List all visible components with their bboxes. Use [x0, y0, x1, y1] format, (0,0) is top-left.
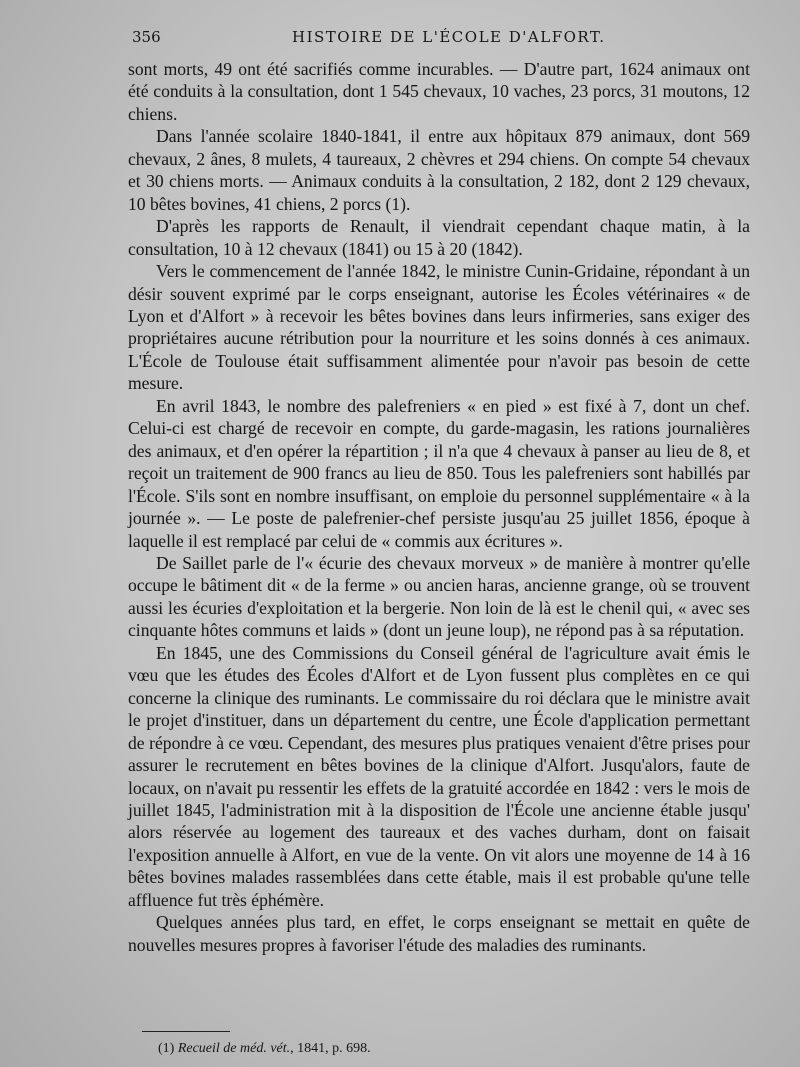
footnote-marker: (1) — [158, 1041, 175, 1056]
paragraph: D'après les rapports de Renault, il viendrait cependant chaque matin, à la consultation, 10 à 12 chevaux (1841) ou 15 à 20 (1842). — [128, 216, 750, 259]
page-header — [132, 28, 752, 50]
footnote-details: , 1841, p. 698. — [290, 1041, 371, 1056]
footnote-source: Recueil de méd. vét. — [177, 1041, 291, 1056]
paragraph: En avril 1843, le nombre des palefreniers « en pied » est fixé à 7, dont un chef. Celui-ci est chargé de recevoir en compte, du garde-magasin, les rations journalières des animaux, et d'en opérer la répartition ; il n'a que 4 chevaux à panser au lieu de 8, et reçoit un traitement de 900 francs au lieu de 850. Tous les palefreniers sont habillés par l'École. S'ils sont en nombre insuffisant, on emploie du personnel supplémentaire « à la journée ». — Le poste de palefrenier-chef persiste jusqu'au 25 juillet 1856, époque à laquelle il est remplacé par celui de « commis aux écritures ». — [128, 395, 750, 551]
running-title: HISTOIRE DE L'ÉCOLE D'ALFORT. — [292, 28, 606, 46]
paragraph: sont morts, 49 ont été sacrifiés comme incurables. — D'autre part, 1624 animaux ont été conduits à la consultation, dont 1 545 chevaux, 10 vaches, 23 porcs, 31 moutons, 12 chiens. — [128, 59, 750, 124]
paragraph: Dans l'année scolaire 1840-1841, il entre aux hôpitaux 879 animaux, dont 569 chevaux, 2 ânes, 8 mulets, 4 taureaux, 2 chèvres et 294 chiens. On compte 54 chevaux et 30 chiens morts. — Animaux conduits à la consultation, 2 182, dont 2 129 chevaux, 10 bêtes bovines, 41 chiens, 2 porcs (1). — [128, 126, 750, 214]
body-text — [128, 58, 750, 956]
paragraph: De Saillet parle de l'« écurie des chevaux morveux » de manière à montrer qu'elle occupe le bâtiment dit « de la ferme » ou ancien haras, ancienne grange, où se trouvent aussi les écuries d'exploitation et la bergerie. Non loin de là est le chenil qui, « avec ses cinquante hôtes communs et laids » (dont un jeune loup), ne répond pas à sa réputation. — [128, 552, 750, 641]
paragraph: Quelques années plus tard, en effet, le corps enseignant se mettait en quête de nouvelles mesures propres à favoriser l'étude des maladies des ruminants. — [128, 912, 750, 955]
paragraph: En 1845, une des Commissions du Conseil général de l'agriculture avait émis le vœu que les études des Écoles d'Alfort et de Lyon fussent plus complètes en ce qui concerne la clinique des ruminants. Le commissaire du roi déclara que le ministre avait le projet d'instituer, dans un département du centre, une École d'application permettant de répondre à ce vœu. Cependant, des mesures plus pratiques venaient d'être prises pour assurer le recrutement en bêtes bovines de la clinique d'Alfort. Jusqu'alors, faute de locaux, on n'avait pu ressentir les effets de la gratuité accordée en 1842 : vers le mois de juillet 1845, l'administration mit à la disposition de l'École une ancienne étable jusqu' alors réservée au logement des taureaux et des vaches durham, dont on faisait l'exposition annuelle à Alfort, en vue de la vente. On vit alors une moyenne de 14 à 16 bêtes bovines malades rassemblées dans cette étable, mais il est probable qu'une telle affluence fut très éphémère. — [128, 642, 750, 910]
footnote-divider — [142, 1031, 230, 1032]
footnote — [158, 1041, 371, 1057]
paragraph: Vers le commencement de l'année 1842, le ministre Cunin-Gridaine, répondant à un désir souvent exprimé par le corps enseignant, autorise les Écoles vétérinaires « de Lyon et d'Alfort » à recevoir les bêtes bovines dans leurs infirmeries, sans exiger des propriétaires aucune rétribution pour la nourriture et les soins donnés à ces animaux. L'École de Toulouse était suffisamment alimentée pour n'avoir pas besoin de cette mesure. — [128, 261, 750, 394]
page-number: 356 — [132, 28, 161, 46]
